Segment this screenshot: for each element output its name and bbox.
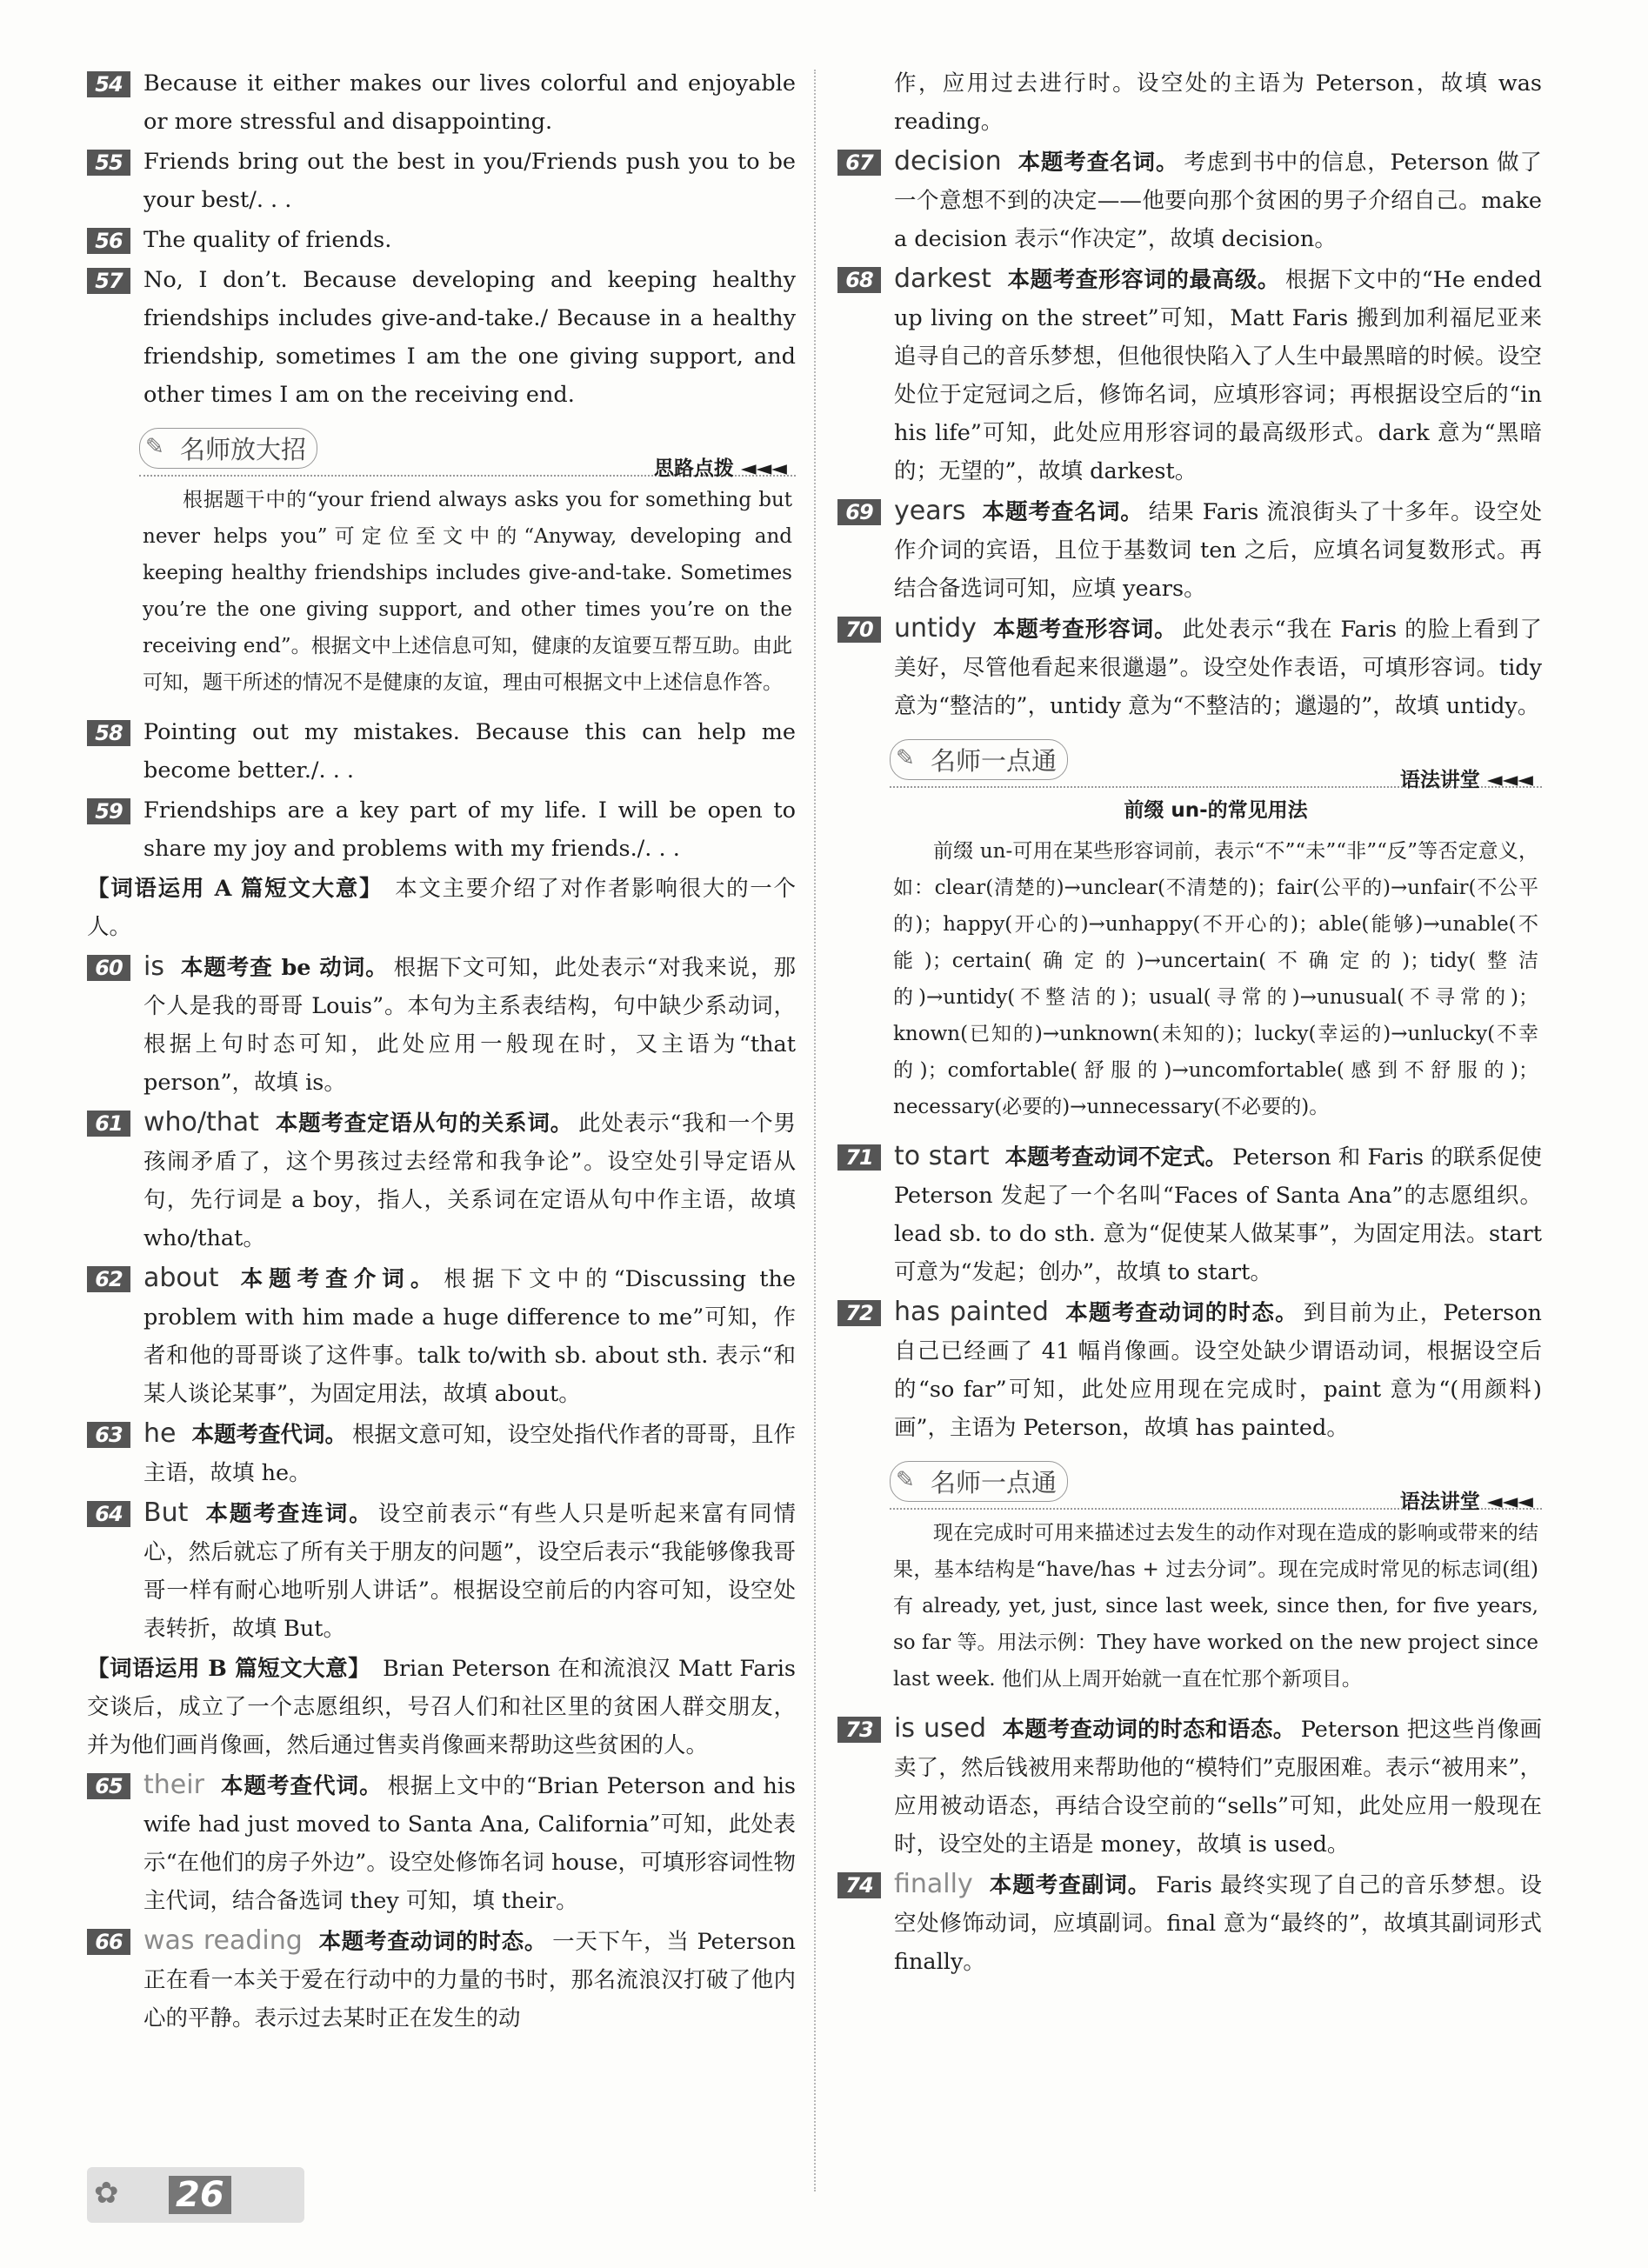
answer-word: who/that xyxy=(143,1107,259,1137)
question-number: 71 xyxy=(837,1144,881,1171)
tip-box-grammar-prefix xyxy=(890,737,1542,1125)
summary-b xyxy=(87,1650,796,1764)
answer-explanation: 一天下午，当 Peterson 正在看一本关于爱在行动中的力量的书时，那名流浪汉打破了他内心的平静。表示过去某时正在发生的动 xyxy=(143,1929,796,2031)
answer-word: decision xyxy=(894,146,1002,177)
answer-word: finally xyxy=(894,1869,973,1899)
question-number: 57 xyxy=(87,268,130,294)
tip-box-grammar-perfect xyxy=(890,1459,1542,1698)
question-number: 66 xyxy=(87,1929,130,1955)
answer-note: 本题考查动词的时态。 xyxy=(1064,1300,1298,1326)
answer-explanation: Faris 最终实现了自己的音乐梦想。设空处修饰动词，应填副词。final 意为“最终的”，故填其副词形式 finally。 xyxy=(894,1872,1542,1975)
answer-word: is used xyxy=(894,1713,987,1744)
summary-heading: 【词语运用 A 篇短文大意】 xyxy=(87,876,384,902)
answer-58 xyxy=(87,713,796,790)
answer-66 xyxy=(87,1922,796,2038)
answer-explanation: 此处表示“我在 Faris 的脸上看到了美好，尽管他看起来很邋遢”。设空处作表语，可填形容词。tidy 意为“整洁的”，untidy 意为“不整洁的；邋遢的”，故填 untidy。 xyxy=(894,617,1542,719)
tip-header xyxy=(890,1459,1542,1513)
tip-label: ✎ 名师一点通 xyxy=(890,1461,1068,1502)
answer-57 xyxy=(87,261,796,414)
question-number: 59 xyxy=(87,798,130,824)
answer-72 xyxy=(837,1293,1542,1447)
tip-header xyxy=(890,737,1542,791)
question-number: 67 xyxy=(837,150,881,176)
column-divider xyxy=(814,70,816,2191)
answer-55 xyxy=(87,143,796,219)
tip-label: ✎ 名师放大招 xyxy=(139,428,317,469)
answer-explanation: Peterson 把这些肖像画卖了，然后钱被用来帮助他的“模特们”克服困难。表示“被用来”，应用被动语态，再结合设空前的“sells”可知，此处应用一般现在时，设空处的主语是 money，故填 is used。 xyxy=(894,1717,1542,1858)
answer-note: 本题考查名词。 xyxy=(981,499,1144,525)
answer-note: 本题考查形容词的最高级。 xyxy=(1006,267,1280,293)
answer-69 xyxy=(837,492,1542,608)
question-number: 64 xyxy=(87,1501,130,1527)
answer-note: 本题考查介词。 xyxy=(234,1266,439,1292)
answer-word: But xyxy=(143,1498,189,1528)
answer-note: 本题考查代词。 xyxy=(219,1773,383,1799)
answer-word: has painted xyxy=(894,1297,1049,1327)
question-number: 55 xyxy=(87,150,130,176)
question-number: 74 xyxy=(837,1872,881,1898)
answer-explanation: 到目前为止，Peterson 自己已经画了 41 幅肖像画。设空处缺少谓语动词，根据设空后的“so far”可知，此处应用现在完成时，paint 意为“(用颜料)画”，主语为 Peterson，故填 has painted。 xyxy=(894,1300,1542,1441)
answer-64 xyxy=(87,1494,796,1648)
answer-explanation: 结果 Faris 流浪街头了十多年。设空处作介词的宾语，且位于基数词 ten 之后，应填名词复数形式。再结合备选词可知，应填 years。 xyxy=(894,499,1542,602)
answer-note: 本题考查连词。 xyxy=(203,1501,373,1527)
summary-heading: 【词语运用 B 篇短文大意】 xyxy=(87,1656,371,1682)
answer-explanation: 考虑到书中的信息，Peterson 做了一个意想不到的决定——他要向那个贫困的男子介绍自己。make a decision 表示“作决定”，故填 decision。 xyxy=(894,150,1542,252)
teacher-icon: ✎ xyxy=(896,745,915,771)
question-number: 73 xyxy=(837,1717,881,1743)
answer-explanation: 此处表示“我和一个男孩闹矛盾了，这个男孩过去经常和我争论”。设空处引导定语从句，先行词是 a boy，指人，关系词在定语从句中作主语，故填 who/that。 xyxy=(143,1111,796,1251)
answer-73 xyxy=(837,1710,1542,1864)
answer-62 xyxy=(87,1259,796,1413)
answer-word: untidy xyxy=(894,613,977,644)
answer-note: 本题考查副词。 xyxy=(988,1872,1151,1898)
question-number: 72 xyxy=(837,1300,881,1326)
answer-text: No, I don’t. Because developing and keeping healthy friendships includes give-and-take./ Because in a healthy friendship, sometimes I am the one giving support, and other times I am on the receiving end. xyxy=(143,267,796,408)
tip-title: 前缀 un-的常见用法 xyxy=(1124,799,1308,822)
tip-header xyxy=(139,426,796,480)
summary-text: 本文主要介绍了对作者影响很大的一个人。 xyxy=(87,876,796,940)
answer-note: 本题考查动词的时态。 xyxy=(317,1929,548,1955)
question-number: 68 xyxy=(837,267,881,293)
summary-a xyxy=(87,870,796,946)
answer-text: The quality of friends. xyxy=(143,227,392,253)
answer-word: their xyxy=(143,1770,204,1800)
tip-subtitle: 语法讲堂 ◄◄◄ xyxy=(1399,769,1533,791)
answer-explanation: 根据上文中的“Brian Peterson and his wife had just moved to Santa Ana, California”可知，此处表示“在他们的房子外边”。设空处修饰名词 house，可填形容词性物主代词，结合备选词 they 可知，填 their。 xyxy=(143,1773,796,1914)
answer-explanation: 根据下文中的“Discussing the problem with him made a huge difference to me”可知，作者和他的哥哥谈了这件事。talk to/with sb. about sth. 表示“和某人谈论某事”，为固定用法，故填 about。 xyxy=(143,1266,796,1407)
answer-note: 本题考查代词。 xyxy=(191,1422,347,1448)
question-number: 56 xyxy=(87,228,130,254)
answer-71 xyxy=(837,1137,1542,1291)
answer-70 xyxy=(837,610,1542,725)
answer-59 xyxy=(87,791,796,868)
teacher-icon: ✎ xyxy=(896,1467,915,1493)
question-number: 69 xyxy=(837,499,881,525)
page-footer xyxy=(87,2167,304,2223)
question-number: 63 xyxy=(87,1422,130,1448)
answer-text: Friendships are a key part of my life. I will be open to share my joy and problems with my friends./. . . xyxy=(143,797,796,862)
answer-text: Because it either makes our lives colorful and enjoyable or more stressful and disappointing. xyxy=(143,70,796,135)
teacher-icon: ✎ xyxy=(145,434,164,460)
answer-explanation: Peterson 和 Faris 的联系促使 Peterson 发起了一个名叫“Faces of Santa Ana”的志愿组织。lead sb. to do sth. 意为“促使某人做某事”，为固定用法。start 可意为“发起；创办”，故填 to start。 xyxy=(894,1144,1542,1285)
answer-60 xyxy=(87,948,796,1102)
answer-word: is xyxy=(143,951,164,982)
answer-word: he xyxy=(143,1418,177,1449)
answer-note: 本题考查动词的时态和语态。 xyxy=(1002,1717,1296,1743)
tip-body: 前缀 un-可用在某些形容词前，表示“不”“未”“非”“反”等否定意义，如：clear(清楚的)→unclear(不清楚的)；fair(公平的)→unfair(不公平的)；happy(开心的)→unhappy(不开心的)；able(能够)→unable(不能)；certain(确定的)→uncertain(不确定的)；tidy(整洁的)→untidy(不整洁的)；usual(寻常的)→unusual(不寻常的)；known(已知的)→unknown(未知的)；lucky(幸运的)→unlucky(不幸的)；comfortable(舒服的)→uncomfortable(感到不舒服的)；necessary(必要的)→unnecessary(不必要的)。 xyxy=(893,840,1538,1118)
answer-text: Pointing out my mistakes. Because this can help me become better./. . . xyxy=(143,719,796,784)
answer-word: was reading xyxy=(143,1925,303,1956)
page-number: 26 xyxy=(169,2176,231,2214)
question-number: 60 xyxy=(87,955,130,981)
answer-54 xyxy=(87,64,796,141)
answer-68 xyxy=(837,260,1542,490)
question-number: 58 xyxy=(87,720,130,746)
tip-label: ✎ 名师一点通 xyxy=(890,739,1068,780)
question-number: 70 xyxy=(837,617,881,643)
mascot-icon: ✿ xyxy=(94,2176,119,2211)
answer-note: 本题考查 be 动词。 xyxy=(179,955,389,981)
tip-subtitle: 语法讲堂 ◄◄◄ xyxy=(1399,1491,1533,1513)
answer-explanation: 根据下文可知，此处表示“对我来说，那个人是我的哥哥 Louis”。本句为主系表结构，句中缺少系动词，根据上句时态可知，此处应用一般现在时，又主语为“that person”，故填 is。 xyxy=(143,955,796,1096)
answer-63 xyxy=(87,1415,796,1492)
answer-explanation: 作，应用过去进行时。设空处的主语为 Peterson，故填 was reading。 xyxy=(894,70,1542,135)
question-number: 62 xyxy=(87,1266,130,1292)
answer-word: darkest xyxy=(894,263,991,294)
answer-explanation: 根据文意可知，设空处指代作者的哥哥，且作主语，故填 he。 xyxy=(143,1422,797,1486)
answer-note: 本题考查名词。 xyxy=(1017,150,1179,176)
tip-subtitle: 思路点拨 ◄◄◄ xyxy=(653,457,787,480)
summary-text: Brian Peterson 在和流浪汉 Matt Faris 交谈后，成立了一个志愿组织，号召人们和社区里的贫困人群交朋友，并为他们画肖像画，然后通过售卖肖像画来帮助这些贫困的人。 xyxy=(87,1656,796,1758)
tip-box-thinking xyxy=(139,426,796,701)
tip-body: 现在完成时可用来描述过去发生的动作对现在造成的影响或带来的结果，基本结构是“have/has + 过去分词”。现在完成时常见的标志词(组)有 already, yet, just, since last week, since then, for five years, so far 等。用法示例：They have worked on the new project since last week. 他们从上周开始就一直在忙那个新项目。 xyxy=(893,1522,1538,1691)
right-column xyxy=(837,64,1542,1983)
answer-67 xyxy=(837,143,1542,258)
answer-66-continued xyxy=(837,64,1542,141)
answer-74 xyxy=(837,1865,1542,1981)
question-number: 65 xyxy=(87,1773,130,1799)
answer-65 xyxy=(87,1766,796,1920)
answer-note: 本题考查定语从句的关系词。 xyxy=(274,1111,574,1137)
question-number: 54 xyxy=(87,71,130,97)
answer-note: 本题考查动词不定式。 xyxy=(1004,1144,1228,1171)
answer-56 xyxy=(87,221,796,259)
tip-body: 根据题干中的“your friend always asks you for something but never helps you”可定位至文中的“Anyway, developing and keeping healthy friendships includes give-and-take. Sometimes you’re the one giving support, and other times you’re on the receiving end”。根据文中上述信息可知，健康的友谊要互帮互助。由此可知，题干所述的情况不是健康的友谊，理由可根据文中上述信息作答。 xyxy=(143,489,792,694)
answer-note: 本题考查形容词。 xyxy=(991,617,1178,643)
answer-explanation: 设空前表示“有些人只是听起来富有同情心，然后就忘了所有关于朋友的问题”，设空后表示“我能够像我哥哥一样有耐心地听别人讲话”。根据设空前后的内容可知，设空处表转折，故填 But。 xyxy=(143,1501,796,1642)
answer-word: about xyxy=(143,1263,219,1293)
answer-text: Friends bring out the best in you/Friends push you to be your best/. . . xyxy=(143,149,796,213)
answer-61 xyxy=(87,1104,796,1257)
left-column xyxy=(87,64,796,2039)
answer-explanation: 根据下文中的“He ended up living on the street”可知，Matt Faris 搬到加利福尼亚来追寻自己的音乐梦想，但他很快陷入了人生中最黑暗的时候。设空处位于定冠词之后，修饰名词，应填形容词；再根据设空后的“in his life”可知，此处应用形容词的最高级形式。dark 意为“黑暗的；无望的”，故填 darkest。 xyxy=(894,267,1542,484)
answer-word: to start xyxy=(894,1141,990,1171)
answer-word: years xyxy=(894,496,966,526)
question-number: 61 xyxy=(87,1111,130,1137)
